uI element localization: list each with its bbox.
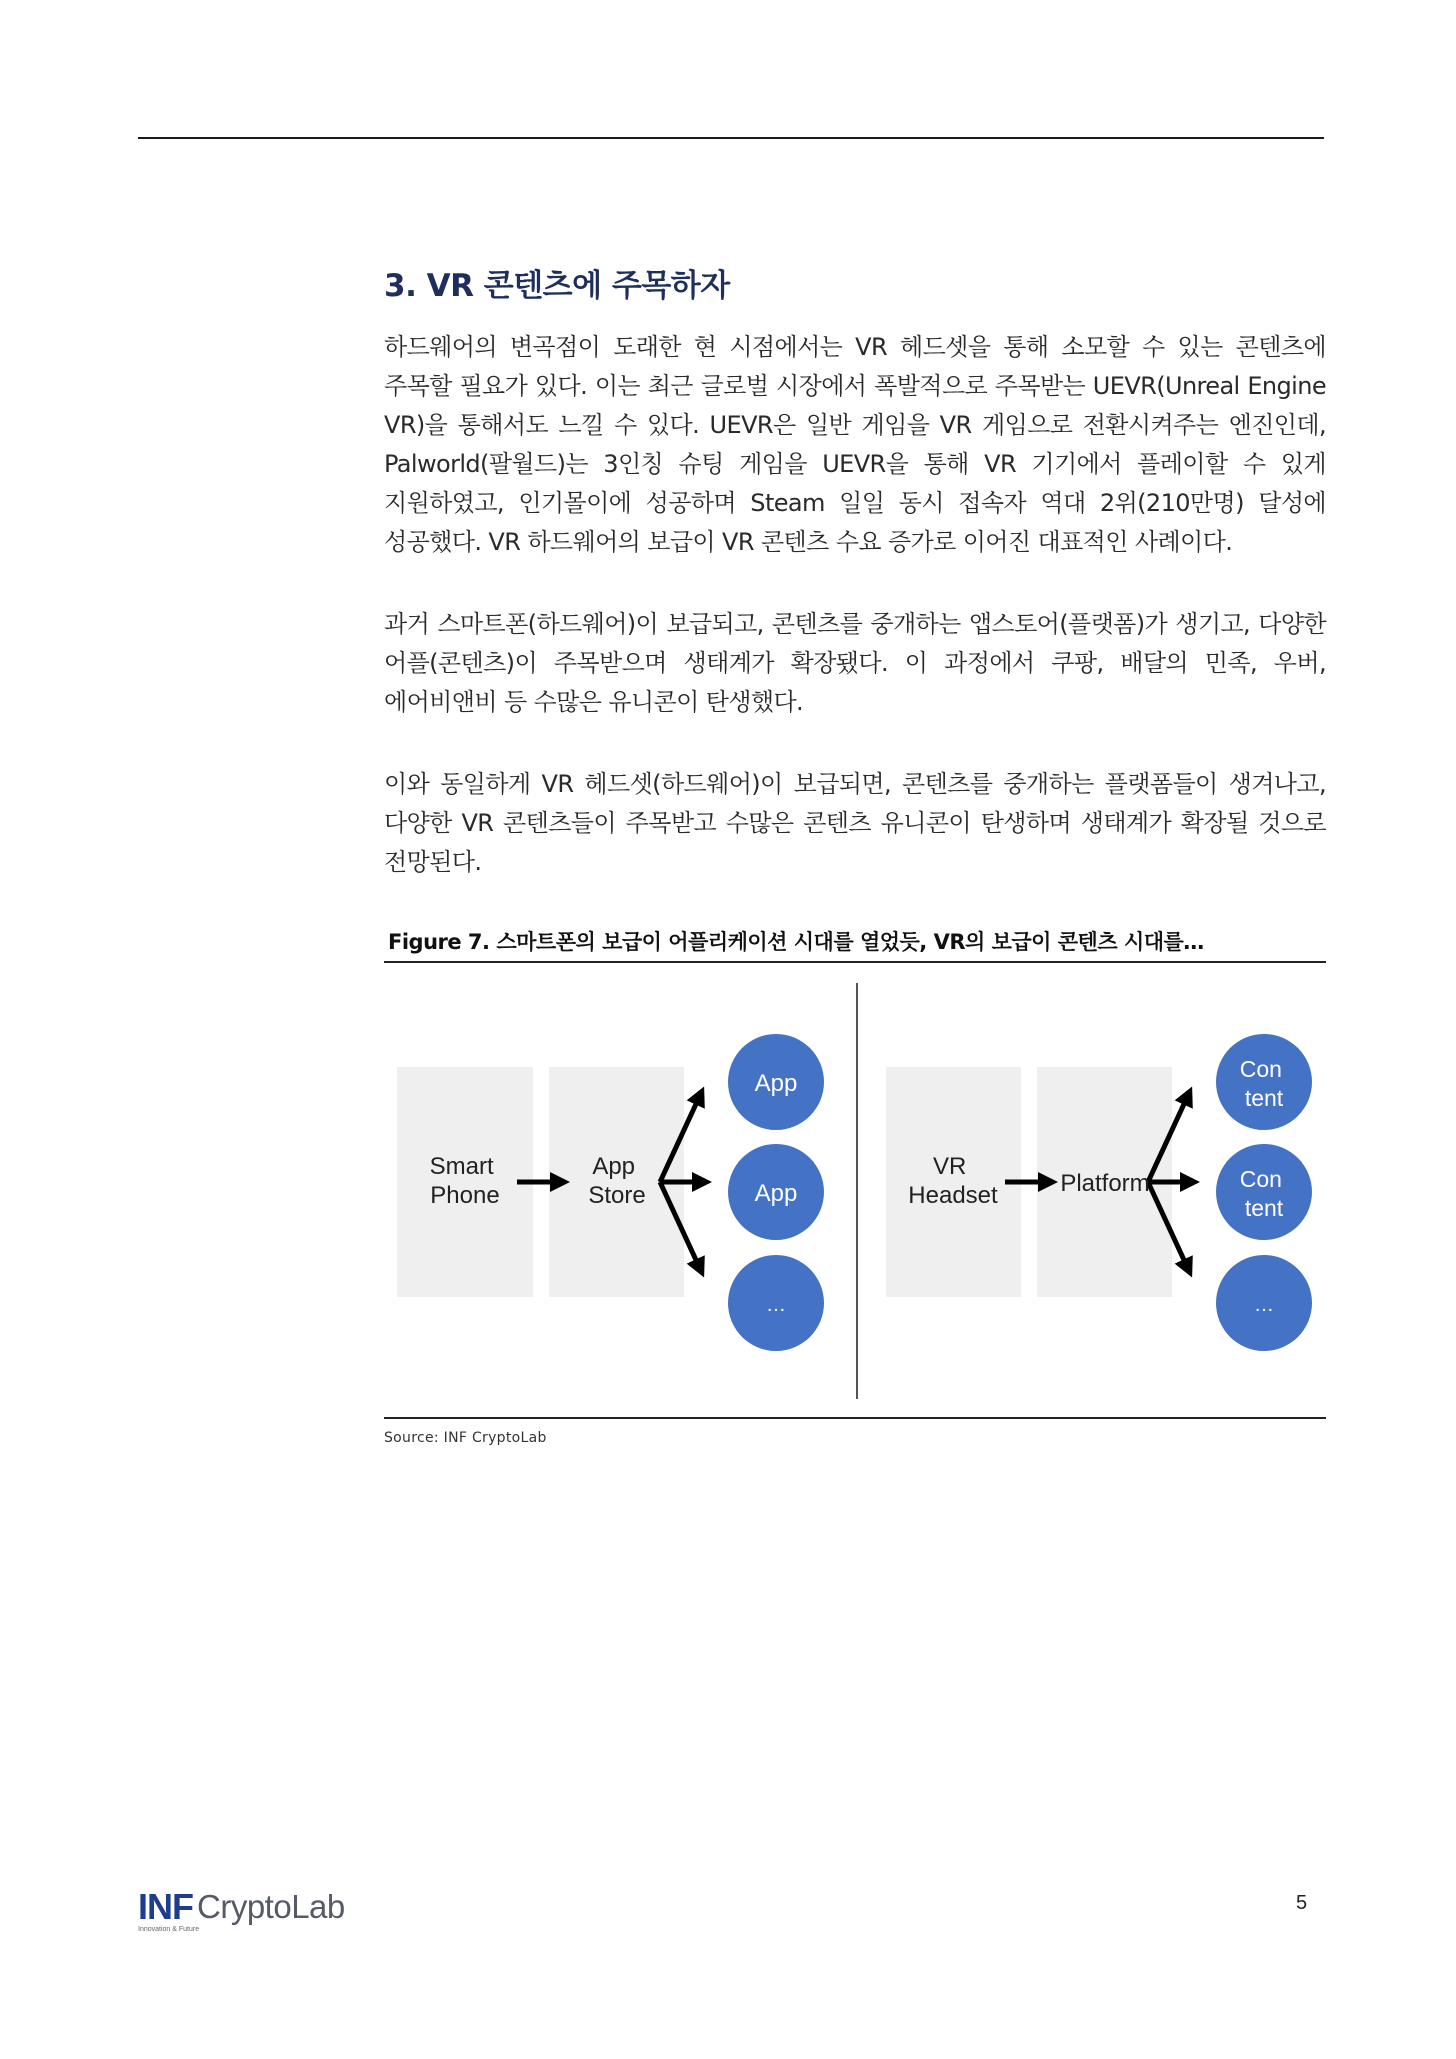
content-circle-1 xyxy=(1216,1034,1312,1130)
more-content-label: … xyxy=(1254,1294,1274,1316)
logo-inf: INF xyxy=(138,1886,193,1927)
paragraph-3: 이와 동일하게 VR 헤드셋(하드웨어)이 보급되면, 콘텐츠를 중개하는 플랫폼들이 생겨나고, 다양한 VR 콘텐츠들이 주목받고 수많은 콘텐츠 유니콘이 탄생하며 생태계가 확장될 것으로 전망된다. xyxy=(384,770,1326,876)
diagram-svg xyxy=(384,963,1326,1417)
smartphone-label: Smart Phone xyxy=(429,1153,500,1209)
paragraph-2: 과거 스마트폰(하드웨어)이 보급되고, 콘텐츠를 중개하는 앱스토어(플랫폼)가 생기고, 다양한 어플(콘텐츠)이 주목받으며 생태계가 확장됐다. 이 과정에서 쿠팡, 배달의 민족, 우버, 에어비앤비 등 수많은 유니콘이 탄생했다. xyxy=(384,610,1326,716)
body-text xyxy=(384,328,1326,925)
app-store-label: App Store xyxy=(588,1153,646,1209)
figure-source: Source: INF CryptoLab xyxy=(384,1430,547,1446)
section-title: 3. VR 콘텐츠에 주목하자 xyxy=(384,268,730,304)
vr-ecosystem xyxy=(886,1034,1312,1351)
page-number: 5 xyxy=(1296,1892,1308,1914)
app-circle-2-label: App xyxy=(754,1180,798,1207)
logo-cryptolab: CryptoLab xyxy=(197,1888,345,1925)
content-circle-2-label: Con tent xyxy=(1239,1166,1284,1221)
app-circle-1-label: App xyxy=(754,1070,798,1097)
smartphone-ecosystem xyxy=(397,1034,824,1351)
content-circle-2 xyxy=(1216,1144,1312,1240)
content-circle-1-label: Con tent xyxy=(1239,1056,1284,1111)
logo-tagline: Innovation & Future xyxy=(138,1926,200,1933)
platform-label: Platform xyxy=(1060,1170,1150,1197)
company-logo xyxy=(138,1886,345,1934)
paragraph-1: 하드웨어의 변곡점이 도래한 현 시점에서는 VR 헤드셋을 통해 소모할 수 있는 콘텐츠에 주목할 필요가 있다. 이는 최근 글로벌 시장에서 폭발적으로 주목받는 UEVR(Unreal Engine VR)을 통해서도 느낄 수 있다. UEVR은 일반 게임을 VR 게임으로 전환시켜주는 엔진인데, Palworld(팔월드)는 3인칭 슈팅 게임을 UEVR을 통해 VR 기기에서 플레이할 수 있게 지원하였고, 인기몰이에 성공하며 Steam 일일 동시 접속자 역대 2위(210만명) 달성에 성공했다. VR 하드웨어의 보급이 VR 콘텐츠 수요 증가로 이어진 대표적인 사례이다. xyxy=(384,333,1326,556)
ecosystem-diagram xyxy=(384,963,1326,1417)
vr-headset-label: VR Headset xyxy=(908,1153,998,1209)
figure-caption: Figure 7. 스마트폰의 보급이 어플리케이션 시대를 열었듯, VR의 보급이 콘텐츠 시대를… xyxy=(388,930,1204,954)
figure-bottom-rule xyxy=(384,1417,1326,1419)
header-rule xyxy=(138,137,1324,139)
more-apps-label: … xyxy=(766,1294,786,1316)
